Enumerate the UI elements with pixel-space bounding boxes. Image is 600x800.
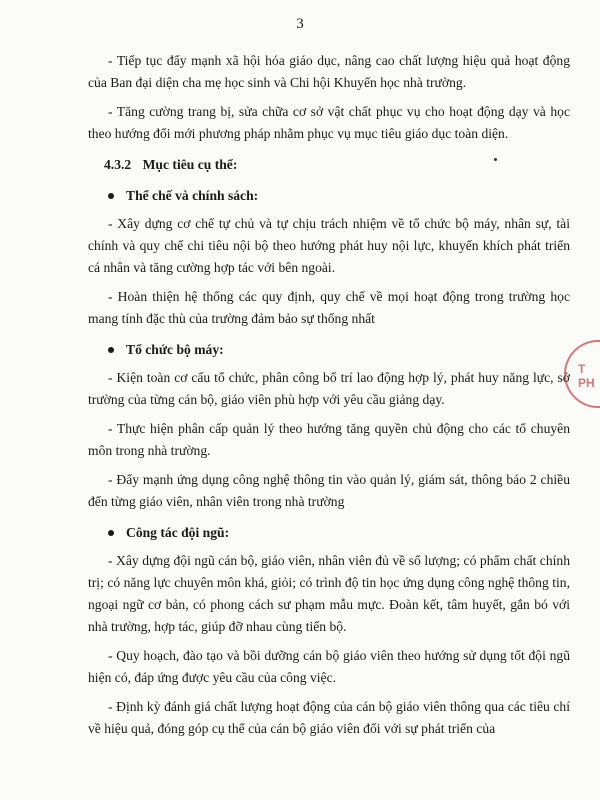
paragraph: - Tăng cường trang bị, sửa chữa cơ sở vật chất phục vụ cho hoạt động dạy và học theo hướng đổi mới phương pháp nhằm phục vụ mục tiêu giáo dục toàn diện.: [88, 104, 570, 141]
group-heading: [108, 185, 570, 207]
paragraph: - Đẩy mạnh ứng dụng công nghệ thông tin vào quản lý, giám sát, thông báo 2 chiều đến từng giáo viên, nhân viên trong nhà trường: [88, 472, 570, 509]
section-heading: [104, 154, 570, 176]
document-body: [88, 50, 570, 747]
paragraph: - Xây dựng đội ngũ cán bộ, giáo viên, nhân viên đủ về số lượng; có phẩm chất chính trị; có năng lực chuyên môn khá, giỏi; có trình độ tin học ứng dụng công nghệ thông tin, ngoại ngữ cơ bản, có phong cách sư phạm mẫu mực. Đoàn kết, tâm huyết, gắn bó với nhà trường, hợp tác, giúp đỡ nhau cùng tiến bộ.: [88, 553, 570, 634]
paragraph: - Xây dựng cơ chế tự chủ và tự chịu trách nhiệm về tổ chức bộ máy, nhân sự, tài chính và quy chế chi tiêu nội bộ theo hướng phát huy nội lực, khuyến khích phát triển cá nhân và tăng cường hợp tác với bên ngoài.: [88, 216, 570, 275]
paragraph: - Thực hiện phân cấp quản lý theo hướng tăng quyền chủ động cho các tổ chuyên môn trong nhà trường.: [88, 421, 570, 458]
paragraph: - Quy hoạch, đào tạo và bồi dưỡng cán bộ giáo viên theo hướng sử dụng tốt đội ngũ hiện có, đáp ứng được yêu cầu của công việc.: [88, 648, 570, 685]
paragraph: - Kiện toàn cơ cấu tổ chức, phân công bố trí lao động hợp lý, phát huy năng lực, sở trường của từng cán bộ, giáo viên phù hợp với yêu cầu giảng dạy.: [88, 370, 570, 407]
page-number: 3: [296, 16, 304, 32]
bullet-icon: [108, 530, 114, 536]
section-number: 4.3.2: [104, 157, 132, 172]
group-title: Tổ chức bộ máy:: [126, 342, 224, 357]
group-title: Công tác đội ngũ:: [126, 525, 230, 540]
paragraph: - Tiếp tục đẩy mạnh xã hội hóa giáo dục, nâng cao chất lượng hiệu quả hoạt động của Ban đại diện cha mẹ học sinh và Chi hội Khuyến học nhà trường.: [88, 53, 570, 90]
paragraph: - Định kỳ đánh giá chất lượng hoạt động của cán bộ giáo viên thông qua các tiêu chí về hiệu quả, đóng góp cụ thể của cán bộ giáo viên đối với sự phát triển của: [88, 699, 570, 736]
bullet-icon: [108, 193, 114, 199]
section-title: Mục tiêu cụ thể:: [142, 157, 238, 172]
stamp-lettering: T PH: [578, 362, 595, 390]
group-heading: [108, 339, 570, 361]
group-title: Thể chế và chính sách:: [126, 188, 259, 203]
paragraph: - Hoàn thiện hệ thống các quy định, quy chế về mọi hoạt động trong trường học mang tính đặc thù của trường đảm bảo sự thống nhất: [88, 289, 570, 326]
bullet-icon: [108, 347, 114, 353]
group-heading: [108, 522, 570, 544]
